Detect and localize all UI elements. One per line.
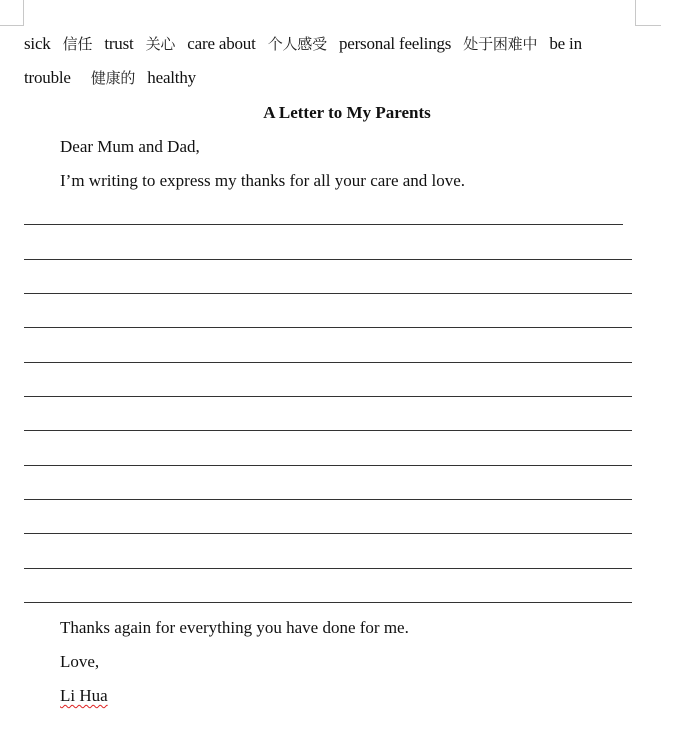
writing-line[interactable]: [24, 602, 632, 603]
vocab-word: healthy: [147, 68, 196, 87]
letter-signature: [60, 686, 108, 706]
vocab-word: 处于困难中: [463, 35, 538, 53]
writing-line[interactable]: [24, 499, 632, 500]
vocab-word: personal feelings: [338, 34, 452, 53]
writing-line[interactable]: [24, 430, 632, 431]
vocab-line-1: [24, 34, 590, 54]
vocab-word: sick: [24, 34, 51, 53]
vocab-word: 关心: [145, 35, 176, 53]
letter-sign-off: Love,: [60, 652, 100, 671]
writing-line[interactable]: [24, 465, 632, 466]
writing-line[interactable]: [24, 568, 632, 569]
signature-name: Li Hua: [60, 686, 108, 705]
vocab-word: care about: [187, 34, 256, 53]
writing-line[interactable]: [24, 293, 632, 294]
vocab-word: 个人感受: [267, 35, 327, 53]
vocab-word: 健康的: [90, 69, 136, 87]
vocab-line-2: [24, 68, 204, 88]
writing-line[interactable]: [24, 259, 632, 260]
letter-title: A Letter to My Parents: [263, 103, 431, 122]
letter-closing-sentence: Thanks again for everything you have done for me.: [60, 618, 409, 637]
writing-line[interactable]: [24, 327, 632, 328]
writing-line[interactable]: [24, 362, 632, 363]
writing-line[interactable]: [24, 533, 632, 534]
letter-opening: I’m writing to express my thanks for all your care and love.: [60, 171, 466, 190]
vocab-word: trouble: [24, 68, 71, 87]
letter-greeting: Dear Mum and Dad,: [60, 137, 200, 156]
writing-line[interactable]: [24, 396, 632, 397]
vocab-word: be in: [549, 34, 582, 53]
vocab-word: trust: [104, 34, 134, 53]
page-corner-mark-right: [635, 0, 661, 26]
writing-line[interactable]: [24, 224, 623, 225]
vocab-word: 信任: [62, 35, 93, 53]
page-corner-mark-left: [0, 0, 24, 26]
